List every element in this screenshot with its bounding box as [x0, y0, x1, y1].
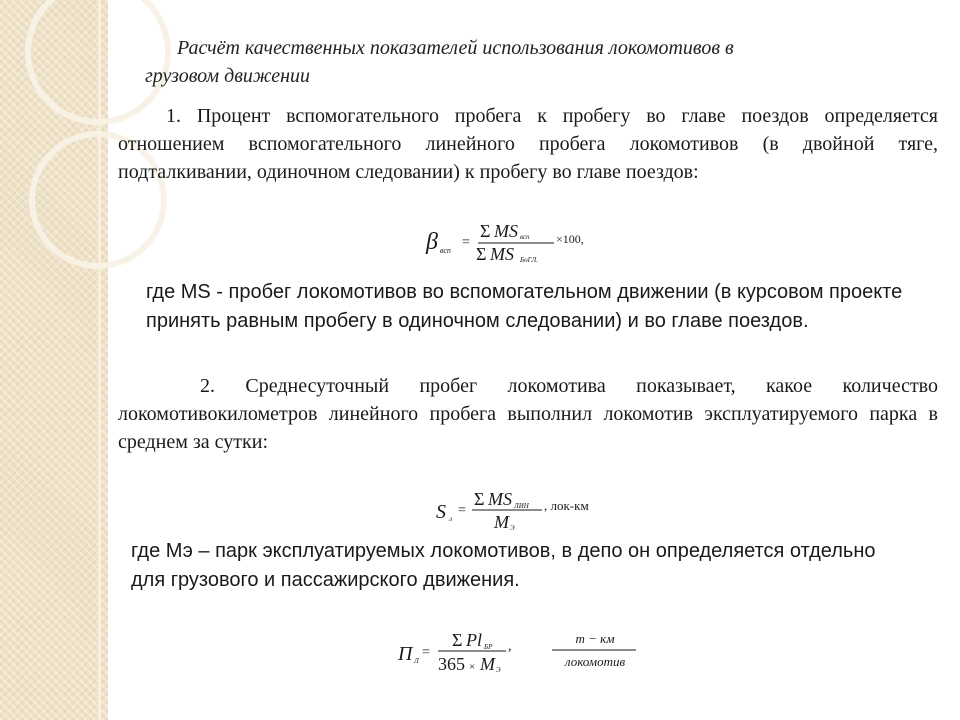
paragraph-1: [118, 102, 938, 186]
paragraph-1-rest: определяется отношением вспомогательного линейного пробега локомотивов (в двойной тяге, подталкивании, одиночном следовании) к пробегу во главе поездов:: [118, 105, 939, 183]
formula-2-num-main: MS: [488, 489, 512, 509]
formula-2-den-sub: Э: [510, 524, 515, 532]
formula-2-lhs: S: [436, 501, 446, 523]
formula-daily-run: [434, 488, 624, 534]
formula-2-unit: , лок-км: [544, 498, 589, 513]
paragraph-2-rest: локомотивокилометров линейного пробега выполнил локомотив эксплуатируемого парка в среднем за сутки:: [118, 403, 938, 453]
formula-3-num-sub: БР: [484, 643, 493, 651]
formula-1-num-sub: всп: [520, 233, 530, 241]
formula-3-comma: ,: [508, 639, 512, 654]
formula-2-equals: =: [458, 503, 466, 518]
formula-2-num-sub: ЛИН: [514, 502, 529, 510]
formula-4-numerator: т − км: [575, 631, 615, 646]
formula-1-num-main: MS: [494, 221, 518, 241]
formula-2-sigma: Σ: [474, 489, 485, 509]
paragraph-2: [118, 372, 938, 456]
slide-title-line-2: грузовом движении: [145, 65, 311, 87]
formula-unit-fraction: [550, 628, 640, 674]
formula-3-lhs-sub: Л: [414, 657, 419, 665]
note-me-definition: где Мэ – парк эксплуатируемых локомотивов, в депо он определяется отдельно для грузового и пассажирского движения.: [131, 540, 876, 591]
formula-1-den-main: MS: [490, 244, 514, 264]
formula-3-num-main: Pl: [466, 630, 482, 650]
formula-1-den-sigma: Σ: [476, 244, 487, 264]
formula-3-times: ×: [469, 661, 476, 673]
note-ms-definition: где MS - пробег локомотивов во вспомогательном движении (в курсовом проекте принять равным пробегу в одиночном следовании) и во главе поездов.: [146, 281, 903, 332]
formula-1-num-sigma: Σ: [480, 221, 491, 241]
formula-3-den-main: M: [480, 654, 495, 674]
formula-locomotive-productivity: [396, 628, 536, 676]
formula-3-sigma: Σ: [452, 630, 463, 650]
paragraph-2-lead: 2. Среднесуточный пробег локомотива показывает, какое количество: [200, 375, 938, 397]
formula-3-den-sub: Э: [496, 666, 501, 674]
formula-1-beta-sub: всп: [440, 246, 451, 255]
formula-3-lhs: П: [398, 643, 413, 665]
slide-title: [145, 34, 845, 90]
paragraph-1-lead: 1. Процент вспомогательного пробега к пробегу во главе поездов: [166, 105, 809, 127]
formula-1-den-sub: БоГЛ.: [520, 256, 539, 264]
formula-auxiliary-run-percent: [424, 219, 624, 265]
formula-1-beta: β: [426, 229, 438, 255]
formula-3-den-number: 365: [438, 654, 465, 674]
formula-3-equals: =: [422, 645, 430, 660]
formula-4-denominator: локомотив: [564, 654, 626, 669]
formula-2-den-main: M: [494, 512, 509, 532]
formula-2-lhs-sub: л: [449, 515, 453, 523]
slide-title-line-1: Расчёт качественных показателей использования локомотивов в: [177, 37, 734, 59]
formula-1-multiplier: ×100,: [556, 232, 584, 246]
formula-1-equals: =: [462, 235, 470, 250]
